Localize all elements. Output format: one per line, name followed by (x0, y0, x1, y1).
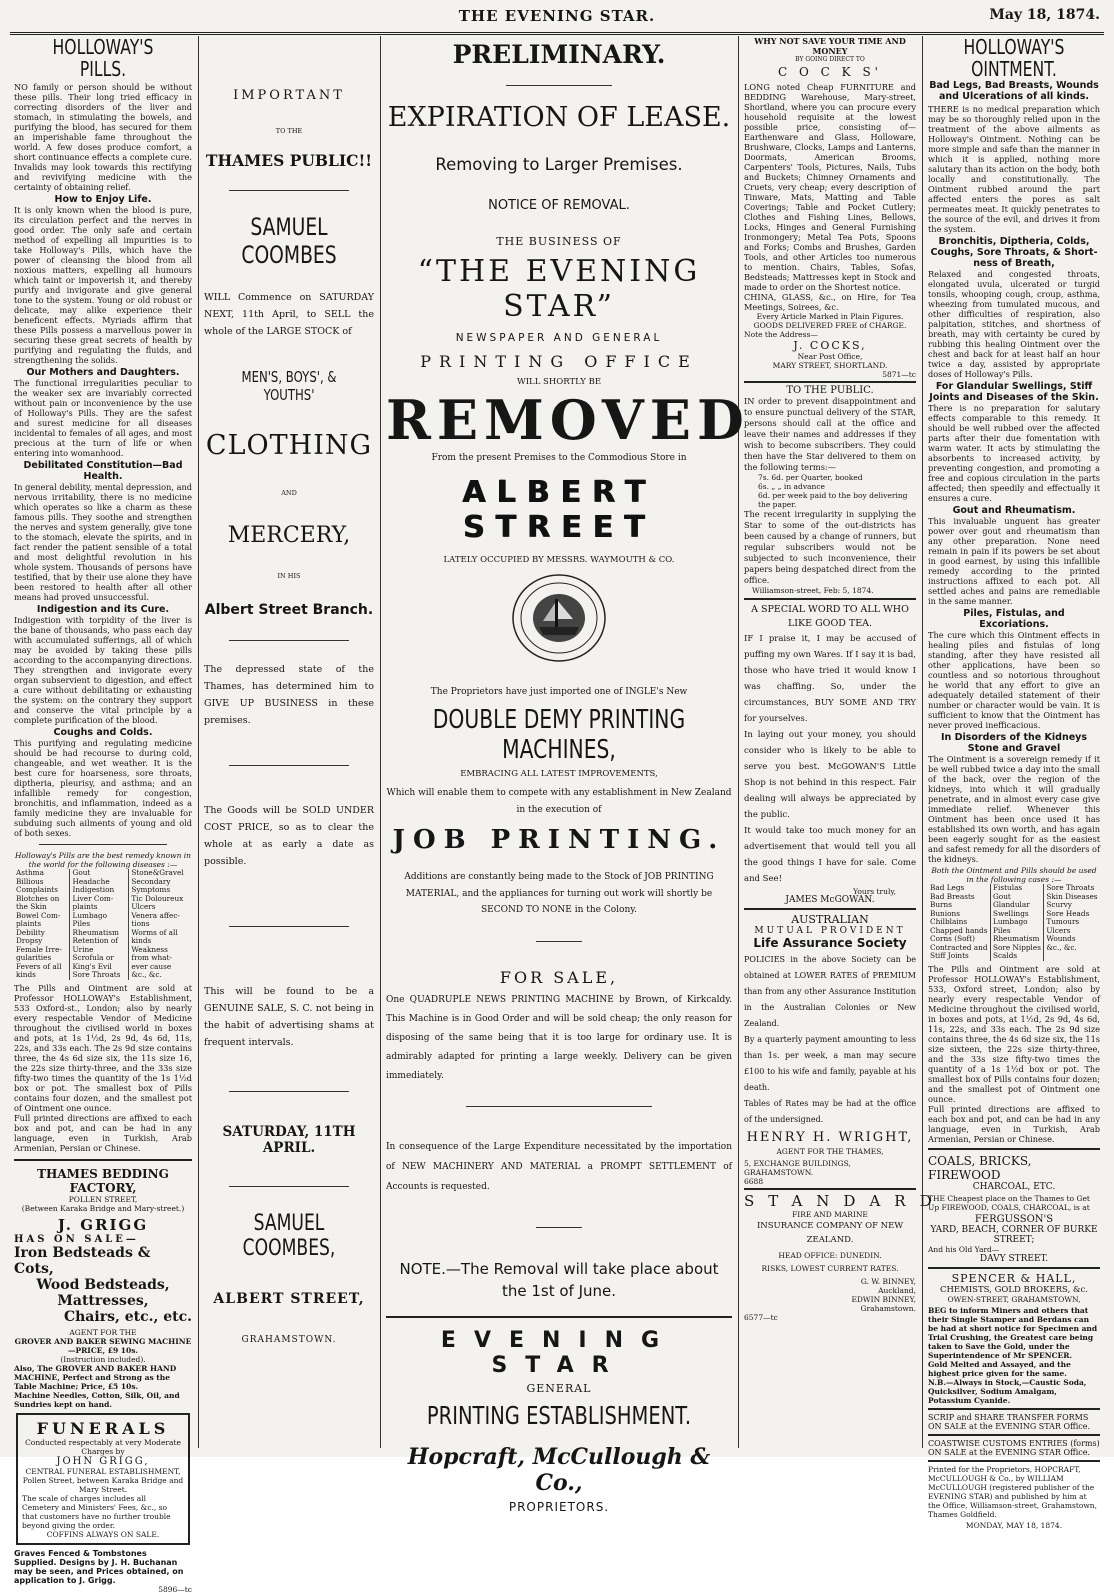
head-office: HEAD OFFICE: DUNEDIN. (778, 1251, 882, 1260)
table-cell: Headache (70, 878, 129, 887)
ointment-body: Relaxed and congested throats, elongated uvula, ulcerated or turgid tonsils, whooping cough, croup, asthma, wheezing from tumulated mucous, and other difficulties of respiration, also palpitation, stitches, and shortness of breath, may with certainty be cured by rubbing this healing Ointment over the chest and back for at least half an hour twice a day, assisted by appropriate doses of Holloway's Pills. (928, 269, 1100, 379)
table-cell: Chapped hands (930, 925, 988, 935)
irregularity-notice: The recent irregularity in supplying the Star to some of the out-districts has been caused by a change of runners, but regular subscribers would not be subjected to such inconvenience, their papers being despatched direct from the office. (744, 509, 916, 585)
scrip-forms: SCRIP and SHARE TRANSFER FORMS ON SALE at the EVENING STAR Office. (928, 1412, 1091, 1431)
auckland: Auckland, (878, 1286, 916, 1295)
divider (928, 1408, 1100, 1410)
table-cell: Rheumatism (70, 929, 129, 938)
edwin-binney: EDWIN BINNEY, (851, 1295, 916, 1304)
table-cell: Burns (930, 900, 952, 909)
removing-heading: Removing to Larger Premises. (435, 155, 683, 174)
table-cell: Blotches on (16, 893, 60, 903)
sewing-machine: GROVER AND BAKER SEWING MACHINE—PRICE, £9 10s. (14, 1336, 192, 1355)
ointment-title: HOLLOWAY'S OINTMENT. (963, 35, 1065, 81)
masthead (10, 2, 1104, 35)
table-cell: tions (129, 920, 192, 929)
spencer-hall: SPENCER & HALL, (951, 1271, 1077, 1285)
instruction: (Instruction included). (60, 1354, 146, 1364)
mens-boys-youths: MEN'S, BOYS', & YOUTHS' (241, 368, 337, 404)
henry-wright: HENRY H. WRIGHT, (746, 1130, 914, 1145)
table-cell: Bad Legs (930, 883, 965, 892)
table-row (14, 971, 192, 980)
lately-occupied: LATELY OCCUPIED BY MESSRS. WAYMOUTH & CO. (443, 555, 675, 565)
chemists-brokers: CHEMISTS, GOLD BROKERS, &c. (939, 1284, 1089, 1295)
divider (744, 598, 916, 600)
divider (744, 381, 916, 383)
goods-delivered: GOODS DELIVERED FREE of CHARGE. (753, 321, 907, 330)
by-going: BY GOING DIRECT TO (795, 56, 865, 63)
table-cell: Indigestion (70, 886, 129, 895)
binney-name: G. W. BINNEY, (860, 1277, 916, 1286)
table-cell: Bowel Com- (16, 910, 61, 920)
j-cocks: J. COCKS, (793, 339, 867, 352)
table-cell: Sore Throats (1044, 884, 1100, 893)
tables-text: Tables of Rates may be had at the office of the undersigned. (744, 1099, 916, 1124)
divider (229, 190, 349, 191)
ad-body: The functional irregularities peculiar to the weaker sex are invariably corrected without pain or inconvenience by the use of Holloway's Pills. They are the safest and surest medicine for all diseases incidental to females of all ages, and most precious at the turn of life or when entering into womanhood. (14, 378, 192, 458)
removed-heading: REMOVED (386, 388, 750, 452)
crushing-notice: BEG to inform Miners and others that their Single Stamper and Berdans can be had at short notice for Specimen and Trial Crushing, the Greatest care being taken to Save the Gold, under the Superintendence of Mr SPENCER. (928, 1305, 1098, 1360)
agent-thames: AGENT FOR THE THAMES, (776, 1147, 884, 1156)
in-his: IN HIS (277, 572, 301, 580)
term-quarter: 7s. 6d. per Quarter, booked (758, 473, 863, 482)
table-cell: Weakness (129, 946, 192, 955)
coastwise-forms: COASTWISE CUSTOMS ENTRIES (forms) ON SALE at the EVENING STAR Office. (928, 1438, 1100, 1457)
to-the: TO THE (275, 127, 303, 135)
second-to-none: SECOND TO NONE in the Colony. (480, 905, 638, 915)
why-not-save: WHY NOT SAVE YOUR TIME AND MONEY (754, 36, 906, 56)
fergusson: FERGUSSON'S (974, 1213, 1054, 1225)
plain-figures: Every Article Marked in Plain Figures. (756, 312, 904, 321)
table-cell: the Skin (16, 902, 47, 911)
table-cell: kinds (16, 970, 36, 979)
divider (39, 844, 167, 845)
table-cell: Lumbago (70, 912, 129, 921)
table-cell: Liver Com- (70, 895, 129, 904)
standard-heading: STANDARD (744, 1192, 946, 1210)
mutual-provident: MUTUAL PROVIDENT (754, 926, 906, 936)
from-premises: From the present Premises to the Commodious Store in (431, 453, 687, 463)
bedding-item: Chairs, etc., etc. (63, 1308, 192, 1325)
table-cell: Gout (70, 869, 129, 878)
table-cell: Symptoms (129, 886, 192, 895)
table-cell: Worms of all (129, 929, 192, 938)
will-shortly-be: WILL SHORTLY BE (516, 377, 602, 387)
ointment-body: The cure which this Ointment effects in healing piles and fistulas of long standing, after they have resisted all other applications, have been so countless and so notorious throughout he world that any effort to give an adequately detailed statement of their number or character would be vain. It is sufficient to know that the Ointment has never proved inefficacious. (928, 630, 1100, 730)
note-address: Note the Address— (744, 330, 818, 339)
table-cell: gularities (16, 953, 52, 962)
divider (928, 1267, 1100, 1269)
charcoal-heading: CHARCOAL, ETC. (972, 1181, 1056, 1192)
divider (229, 1091, 349, 1092)
table-cell: Piles (990, 927, 1043, 936)
for-sale-heading: FOR SALE, (499, 968, 619, 987)
table-cell (1044, 952, 1100, 961)
agent-line: AGENT FOR THE (69, 1327, 137, 1337)
australian: AUSTRALIAN (791, 913, 869, 926)
table-cell: Scalds (990, 952, 1043, 961)
table-cell: Contracted and (930, 942, 988, 952)
ad-body: NO family or person should be without these pills. Their long tried efficacy in correcting disorders of the liver and stomach, in stimulating the bowels, and purifying the blood, has secured for them an imperishable fame throughout the world. A few doses produce comfort, a short continuance effects a complete cure. Invalids may look towards this rectifying and revivifying medicine with the certainty of obtaining relief. (14, 82, 192, 192)
ointment-subheading: Gout and Rheumatism. (952, 505, 1076, 516)
additions-text: Additions are constantly being made to the Stock of JOB PRINTING MATERIAL, and the appliances for turning out work will shortly be (404, 872, 714, 899)
masthead-title: THE EVENING STAR. (458, 7, 656, 25)
hand-machine: Also, The GROVER AND BAKER HAND MACHINE, Perfect and Strong as the Table Machine; Price, £5 10s. (14, 1363, 177, 1391)
to-the-public: TO THE PUBLIC. (786, 385, 874, 396)
table-cell: Asthma (16, 868, 44, 877)
ad-subheading: How to Enjoy Life. (54, 194, 152, 205)
ointment-subheading: Piles, Fistulas, and Excoriations. (963, 608, 1065, 630)
divider (928, 1460, 1100, 1462)
quarterly-text: By a quarterly payment amounting to less than 1s. per week, a man may secure £100 to his wife and family, payable at his death. (744, 1035, 916, 1092)
bedding-item: Mattresses, (57, 1292, 149, 1309)
quadruple-machine-text: One QUADRUPLE NEWS PRINTING MACHINE by Brown, of Kirkcaldy. This Machine is in Good Order and will be sold cheap; the only reason for disposing of the same being that it is too large for ordinary use. It is admirably adapted for printing a large weekly. Delivery can be given immediately. (386, 995, 732, 1081)
preliminary-heading: PRELIMINARY. (452, 40, 666, 69)
table-cell: Stiff Joints (930, 951, 969, 960)
business-notice: The depressed state of the Thames, has determined him to GIVE UP BUSINESS in these premises. (204, 664, 374, 726)
table-cell: Debility (16, 927, 45, 937)
table-cell: Corns (Soft) (930, 934, 975, 943)
near-post-office: Near Post Office, (797, 352, 863, 361)
business-of: THE BUSINESS OF (496, 235, 622, 248)
term-week: 6d. per week paid to the boy delivering the paper. (758, 491, 908, 509)
table-cell: Sore Heads (1044, 910, 1100, 919)
imprint-date: MONDAY, MAY 18, 1874. (965, 1520, 1063, 1530)
ad-body: This purifying and regulating medicine should be had recourse to during cold, changeable, and wet weather. It is the best cure for hoarseness, sore throats, diptheria, pleurisy, and asthma; and an infallible remedy for congestion, bronchitis, and inflammation, indeed as a family medicine they are invaluable for subduing such ailments of young and old of both sexes. (14, 738, 192, 838)
bedding-address: POLLEN STREET, (68, 1194, 138, 1204)
table-cell: Bad Breasts (930, 891, 975, 901)
general-label: GENERAL (526, 1382, 592, 1395)
printing-office: PRINTING OFFICE (420, 352, 698, 371)
albert-street-heading: ALBERT STREET (462, 475, 656, 545)
column-rule (922, 36, 923, 1448)
table-cell: Dropsy (16, 936, 43, 945)
table-cell: King's Evil (70, 963, 129, 972)
table-cell: Tic Doloureux (129, 895, 192, 904)
table-cell: Sore Throats (70, 971, 129, 980)
life-assurance: Life Assurance Society (753, 936, 907, 950)
ointment-body: The Pills and Ointment are sold at Professor HOLLOWAY's Establishment, 533, Oxford street, London; also by nearly every respectable Vendor of Medicine throughout the civilised world, in boxes and pots, at 1½d, 2s 9d, 4s 6d, 11s, 22s, and 33s each. The 2s 9d size contains three, the 4s 6d size six, the 11s size sixteen, the 22s size thirty-three, and the 33s size fifty-two times the quantity of a 1s 1½d box or pot. The smallest box of Pills contains four dozen; and the smallest pot of Ointment one ounce. (928, 963, 1100, 1104)
table-cell: Scrofula or (70, 954, 129, 963)
ad-number: 6577—tc (744, 1313, 778, 1322)
double-demy-heading: DOUBLE DEMY PRINTING MACHINES, (432, 705, 686, 765)
table-cell: Ulcers (129, 903, 192, 912)
albert-street: ALBERT STREET, (213, 1291, 365, 1307)
table-cell: Retention of (70, 937, 129, 946)
divider (229, 765, 349, 766)
genuine-notice: This will be found to be a GENUINE SALE, S. C. not being in the habit of advertising shams at frequent intervals. (204, 986, 374, 1048)
column-holloways-ointment (924, 35, 1104, 1530)
evening-star-title: “THE EVENING STAR” (417, 254, 701, 324)
diseases-title: Holloway's Pills are the best remedy known in the world for the following diseases :— (14, 851, 192, 869)
bedding-item: Iron Bedsteads & Cots, (14, 1244, 151, 1277)
tea-body: In laying out your money, you should consider who is likely to be able to serve you best. McGOWAN'S Little Shop is not behind in this respect. Fair dealing will always be appreciated by the public. (744, 730, 916, 820)
ad-subheading: Our Mothers and Daughters. (26, 367, 180, 378)
crest-seal-icon (509, 571, 609, 665)
table-cell: kinds (129, 937, 192, 946)
funerals-body: COFFINS ALWAYS ON SALE. (46, 1529, 160, 1539)
divider (229, 640, 349, 641)
ad-number: 6688 (744, 1177, 764, 1186)
exchange-buildings: 5, EXCHANGE BUILDINGS, GRAHAMSTOWN. (744, 1159, 851, 1177)
saturday-date: SATURDAY, 11TH APRIL. (222, 1124, 356, 1156)
china-hire: CHINA, GLASS, &c., on Hire, for Tea Meetings, Soirees, &c. (744, 292, 916, 312)
table-cell: Bunions (930, 908, 960, 918)
table-cell: Ulcers (1044, 927, 1100, 936)
bedding-address: (Between Karaka Bridge and Mary-street.) (21, 1203, 185, 1213)
ointment-body: Full printed directions are affixed to each box and pot, and can be had in any language, even in Turkish, Arab Armenian, Persian or Chinese. (928, 1103, 1100, 1144)
special-word-heading: A SPECIAL WORD TO ALL WHO LIKE GOOD TEA. (751, 604, 909, 629)
funerals-body: The scale of charges includes all Cemetery and Ministers' Fees, &c., so that customers have no further trouble beyond giving the order. (22, 1493, 171, 1530)
ad-number: 5896—tc (158, 1584, 192, 1594)
mercery-heading: MERCERY, (227, 523, 351, 548)
clothing-heading: CLOTHING (205, 430, 373, 461)
albert-street-branch: Albert Street Branch. (204, 602, 374, 618)
grigg-name: J. GRIGG (57, 1215, 149, 1234)
job-printing-heading: JOB PRINTING. (392, 825, 726, 855)
table-cell: ever cause (129, 963, 192, 972)
bedding-title: THAMES BEDDING FACTORY, (37, 1166, 169, 1195)
table-cell: Secondary (129, 878, 192, 887)
compete-text: Which will enable them to compete with any establishment in New Zealand in the execution of (386, 788, 732, 815)
newspaper-general: NEWSPAPER AND GENERAL (455, 332, 663, 344)
divider (536, 1227, 582, 1228)
ad-body: Full printed directions are affixed to each box and pot, and can be had in any language, even in Turkish, Arab Armenian, Persian or Chinese. (14, 1112, 192, 1153)
firm-name: Hopcraft, McCullough & Co., (407, 1444, 711, 1496)
ad-subheading: Debilitated Constitution—Bad Health. (23, 460, 183, 482)
has-on-sale: HAS ON SALE— (14, 1233, 139, 1245)
table-cell: Wounds (1044, 935, 1100, 944)
table-cell: Fevers of all (16, 961, 62, 971)
ointment-subheading: For Glandular Swellings, Stiff Joints and Diseases of the Skin. (929, 381, 1099, 403)
stock-note: N.B.—Always in Stock,—Caustic Soda, Quicksilver, Sodium Amalgam, Potassium Cyanide. (928, 1377, 1087, 1405)
ad-body: Indigestion with torpidity of the liver is the bane of thousands, who pass each day with accumulated sufferings, all of which may be avoided by taking these pills according to the accompanying directions. They strengthen and invigorate every organ subservient to digestion, and effect a cure without debilitating or exhausting the system: on the contrary they support and conserve the vital principle by a complete purification of the blood. (14, 615, 192, 725)
policies-text: POLICIES in the above Society can be obtained at LOWER RATES of PREMIUM than from any other Assurance Institution in the Australian Colonies or New Zealand. (744, 955, 916, 1028)
davy-street: DAVY STREET. (979, 1253, 1049, 1264)
table-cell: Piles (70, 920, 129, 929)
grahamstown: GRAHAMSTOWN. (241, 1335, 337, 1345)
ointment-subheading: Bad Legs, Bad Breasts, Wounds and Ulcerations of all kinds. (929, 80, 1099, 102)
divider (229, 1186, 349, 1187)
table-cell: Complaints (16, 885, 58, 894)
thames-public: THAMES PUBLIC!! (205, 151, 373, 170)
table-cell: Billious (16, 876, 44, 886)
funerals-name: JOHN GRIGG, (56, 1455, 150, 1467)
yard-address: YARD, BEACH, CORNER OF BURKE STREET; (930, 1224, 1098, 1245)
table-cell: Female Irre- (16, 944, 62, 954)
graves-ad: Graves Fenced & Tombstones Supplied. Designs by J. H. Buchanan may be seen, and Prices obtained, on application to J. Grigg. (14, 1548, 184, 1585)
mcgowan-signature: JAMES McGOWAN. (785, 895, 875, 905)
evening-star-footer: EVENING STAR (440, 1328, 678, 1378)
divider (506, 85, 612, 86)
table-row (928, 952, 1100, 961)
column-rule (198, 36, 199, 1448)
diseases-table (14, 869, 192, 980)
notice-heading: NOTICE OF REMOVAL. (488, 198, 630, 213)
goods-notice: The Goods will be SOLD UNDER COST PRICE, so as to clear the whole at as early a date as possible. (204, 805, 374, 867)
table-cell: Urine (70, 946, 129, 955)
divider (386, 1316, 732, 1318)
term-advance: 6s. „ „ in advance (758, 482, 825, 491)
insurance-company: INSURANCE COMPANY OF NEW ZEALAND. (756, 1221, 904, 1245)
cases-title: Both the Ointment and Pills should be used in the following cases :— (931, 866, 1097, 884)
cocks-heading: C O C K S' (778, 65, 882, 79)
expiration-heading: EXPIRATION OF LEASE. (387, 102, 731, 133)
table-cell: from what- (129, 954, 192, 963)
owen-street: OWEN-STREET, GRAHAMSTOWN, (947, 1294, 1081, 1304)
ointment-subheading: In Disorders of the Kidneys Stone and Gravel (941, 732, 1087, 754)
ad-body: It is only known when the blood is pure, its circulation perfect and the nerves in good order. The only safe and certain method of expelling all impurities is to take Holloway's Pills, which have the power of cleansing the blood from all noxious matters, expelling all humours which taint or impoverish it, and thereby purify and invigorate and give general tone to the system. Young or old robust or delicate, may alike experience their beneficent effects. Myriads affirm that these Pills possess a marvellous power in securing these great secrets of health by purifying and regulating the fluids, and strengthening the solids. (14, 205, 192, 365)
expenditure-notice: In consequence of the Large Expenditure necessitated by the importation of NEW MACHINERY AND MATERIAL a PROMPT SETTLEMENT of Accounts is requested. (386, 1142, 732, 1192)
ointment-body: The Ointment is a sovereign remedy if it be well rubbed twice a day into the small of the back, over the region of the kidneys, into which it will gradually penetrate, and in almost every case give immediate relief. Whenever this Ointment has been once used it has established its own worth, and has again been eagerly sought for as the easiest and safest remedy for all the disorders of the kidneys. (928, 754, 1100, 864)
table-cell: Venera affec- (129, 912, 192, 921)
sale-announcement: WILL Commence on SATURDAY NEXT, 11th April, to SELL the whole of the LARGE STOCK of (204, 292, 374, 337)
fire-marine: FIRE AND MARINE (792, 1210, 868, 1219)
table-cell: plaints (70, 903, 129, 912)
printing-establishment: PRINTING ESTABLISHMENT. (426, 1401, 692, 1430)
funerals-body: Conducted respectably at very Moderate Charges by (25, 1437, 181, 1456)
old-yard: And his Old Yard— (928, 1244, 1000, 1254)
gold-assay: Gold Melted and Assayed, and the highest price given for the same. (928, 1359, 1071, 1378)
table-cell: Glandular (990, 901, 1043, 910)
funerals-body: Pollen Street, between Karaka Bridge and Mary Street. (22, 1475, 184, 1494)
column-samuel-coombes (200, 36, 378, 1448)
table-cell: &c., &c. (1044, 944, 1100, 953)
important-heading: IMPORTANT (233, 88, 345, 103)
samuel-coombes-name: SAMUEL COOMBES (241, 213, 337, 269)
embracing: EMBRACING ALL LATEST IMPROVEMENTS, (460, 769, 658, 779)
grahamstown-label: Grahamstown. (860, 1304, 916, 1313)
divider (928, 1434, 1100, 1436)
ointment-body: This invaluable unguent has greater power over gout and rheumatism than any other preparation. None need remain in pain if its powers be set about in good earnest, by using this infallible remedy according to the printed instructions affixed to each pot. All settled aches and pains are remediable in the same manner. (928, 516, 1100, 606)
ad-title: HOLLOWAY'S PILLS. (52, 35, 154, 81)
table-cell: &c., &c. (129, 971, 192, 980)
divider (928, 1148, 1100, 1150)
ointment-body: THERE is no medical preparation which may be so thoroughly relied upon in the treatment of the above ailments as Holloway's Ointment. Nothing can be more simple and safe than the manner in which it is applied, nothing more salutary than its action on the body, both locally and constitutionally. The Ointment rubbed around the part affected enters the pores as salt permeates meat. It quickly penetrates to the source of the evil, and drives it from the system. (928, 104, 1100, 234)
proprietors-label: PROPRIETORS. (508, 1500, 610, 1514)
funerals-title: FUNERALS (36, 1418, 170, 1438)
ad-number: 5871—tc (882, 370, 916, 379)
imprint: Printed for the Proprietors, HOPCRAFT, McCULLOUGH & Co., by WILLIAM McCULLOUGH (registered publisher of the EVENING STAR) and published by him at the Office, Williamson-street, Grahamstown, Thames Goldfield. (928, 1464, 1098, 1519)
column-evening-star-removal (382, 36, 750, 1514)
funerals-body: CENTRAL FUNERAL ESTABLISHMENT, (25, 1466, 181, 1476)
public-notice: IN order to prevent disappointment and to ensure punctual delivery of the STAR, persons should call at the office and leave their names and addresses if they wish to become subscribers. They could then have the Star delivered to them on the following terms:— (744, 396, 916, 472)
ointment-body: There is no preparation for salutary effects comparable to this remedy. It should be well rubbed over the affected parts after their due fomentation with warm water. It acts by stimulating the absorbents to increased activity, by preventing congestion, and promoting a free and copious circulation in the parts affected; then speedily and effectually it ensures a cure. (928, 403, 1100, 503)
and: AND (281, 489, 297, 497)
table-cell: Swellings (990, 910, 1043, 919)
tea-body: It would take too much money for an advertisement that would tell you all the good things I have for sale. Come and See! (744, 826, 916, 884)
funerals-ad (16, 1413, 190, 1545)
column-holloways-pills (10, 35, 196, 1594)
table-cell: Rheumatism (990, 935, 1043, 944)
coals-heading: COALS, BRICKS, FIREWOOD (928, 1153, 1032, 1182)
column-rule (380, 36, 381, 1448)
table-cell: Tumours (1044, 918, 1100, 927)
table-cell: Gout (990, 893, 1043, 902)
ointment-subheading: Bronchitis, Diptheria, Colds, Coughs, Sore Throats, & Short-ness of Breath, (930, 236, 1098, 269)
table-cell: Scurvy (1044, 901, 1100, 910)
ad-subheading: Indigestion and its Cure. (36, 604, 170, 615)
ad-body: The Pills and Ointment are sold at Professor HOLLOWAY's Establishment, 533 Oxford-st., London; also by nearly every respectable Vendor of Medicine throughout the civilised world in boxes and pots, at 1s 1½d, 2s 9d, 4s 6d, 11s, 22s, and 33s each. The 2s 9d size contains three, the 4s 6d size six, the 11s size 16, the 22s size thirty-three, and the 33s size fifty-two times the quantity of the 1s 1½d box or pot. The smallest box of Pills contains four dozen, and the smallest pot of Ointment one ounce. (14, 982, 192, 1113)
risks: RISKS, LOWEST CURRENT RATES. (761, 1264, 899, 1273)
needles: Machine Needles, Cotton, Silk, Oil, and Sundries kept on hand. (14, 1390, 180, 1409)
yours-truly: Yours truly, (853, 887, 896, 896)
divider (14, 1159, 192, 1161)
divider (536, 941, 582, 942)
table-cell: Skin Diseases (1044, 893, 1100, 902)
tea-body: IF I praise it, I may be accused of puffing my own Wares. If I say it is bad, those who have tried it would know I was chaffing. So, under the circumstances, BUY SOME AND TRY for yourselves. (744, 634, 916, 724)
notice-date: Williamson-street, Feb: 5, 1874. (752, 586, 874, 595)
table-cell: Sore Nipples (990, 944, 1043, 953)
cases-table (928, 884, 1100, 961)
ad-body: In general debility, mental depression, and nervous irritability, there is no medicine which operates so like a charm as these famous pills. They soothe and strengthen the nerves and system generally, give tone to the stomach, elevate the spirits, and in fact render the patient sensible of a total and most delightful revolution in his whole system. Thousands of persons have testified, that by their use alone they have been restored to health after all other means had proved unsuccessful. (14, 482, 192, 602)
divider (229, 926, 349, 927)
samuel-coombes-signature: SAMUEL COOMBES, (242, 1211, 336, 1261)
table-cell: Stone&Gravel (129, 869, 192, 878)
proprietors-imported: The Proprietors have just imported one of INGLE's New (430, 687, 688, 697)
table-cell: Fistulas (990, 884, 1043, 893)
mary-street: MARY STREET, SHORTLAND. (772, 361, 888, 370)
bedding-item: Wood Bedsteads, (36, 1276, 170, 1293)
removal-note: NOTE.—The Removal will take place about the 1st of June. (399, 1260, 719, 1300)
divider (466, 1106, 652, 1107)
table-cell: plaints (16, 919, 42, 928)
cocks-body: LONG noted Cheap FURNITURE and BEDDING Warehouse, Mary-street, Shortland, where you can procure every household requisite at the lowest possible price, consisting of—Earthenware and Glass, Holloware, Brushware, Clocks, Lamps and Lanterns, Doormats, American Brooms, Carpenters' Tools, Pictures, Nails, Tubs and Buckets; Chimney Ornaments and Cruets, very cheap; every description of Tinware, Mats, Matting and Table Coverings; Table and Pocket Cutlery; Clothes and Fishing Lines, Bellows, Locks, Hinges and General Furnishing Ironmongery; Metal Tea Pots, Spoons and Forks; Combs and Brushes, Garden Tools, and other Articles too numerous to mention. Chairs, Tables, Sofas, Bedsteads; Mattresses kept in Stock and made to order on the Shortest notice. (744, 82, 916, 292)
divider (744, 1188, 916, 1190)
divider (744, 908, 916, 910)
firewood-text: THE Cheapest place on the Thames to Get Up FIREWOOD, COALS, CHARCOAL, is at (928, 1193, 1090, 1212)
table-cell: Chilblains (930, 917, 968, 926)
column-rule (738, 36, 739, 1448)
table-cell: Lumbago (990, 918, 1043, 927)
ad-subheading: Coughs and Colds. (53, 727, 153, 738)
masthead-date: May 18, 1874. (989, 7, 1100, 23)
